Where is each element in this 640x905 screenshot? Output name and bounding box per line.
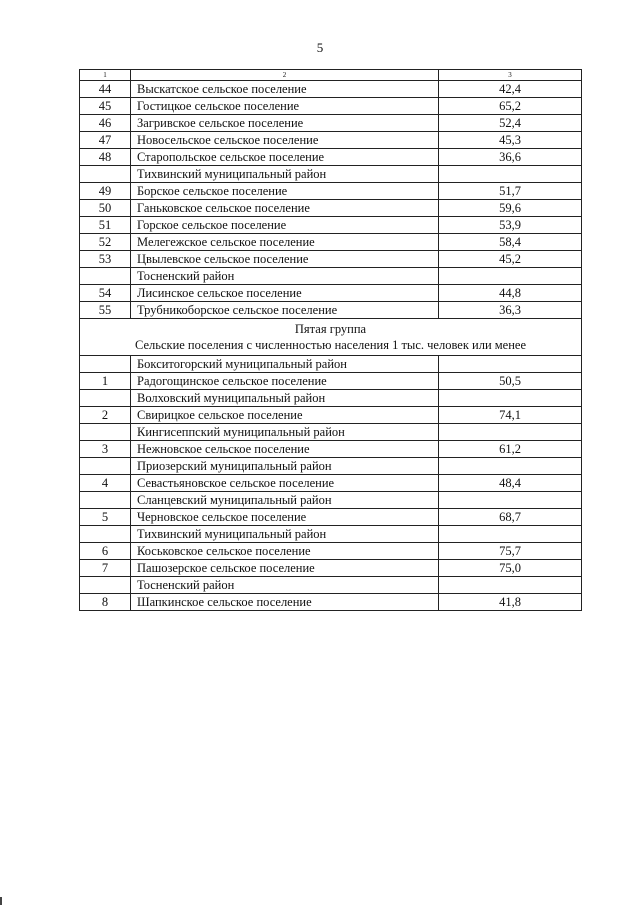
table-row [80, 560, 582, 577]
district-row [80, 458, 582, 475]
settlement-name: Мелегежское сельское поселение [131, 234, 439, 251]
settlement-name: Шапкинское сельское поселение [131, 594, 439, 611]
row-value [439, 424, 582, 441]
header-col-3: 3 [439, 70, 582, 81]
table-row [80, 234, 582, 251]
settlement-name: Коськовское сельское поселение [131, 543, 439, 560]
settlement-name: Севастьяновское сельское поселение [131, 475, 439, 492]
scan-edge-mark [0, 897, 2, 905]
table-row [80, 594, 582, 611]
row-number: 8 [80, 594, 131, 611]
district-row [80, 424, 582, 441]
row-number: 2 [80, 407, 131, 424]
row-value [439, 390, 582, 407]
row-value: 45,3 [439, 132, 582, 149]
district-name: Сланцевский муниципальный район [131, 492, 439, 509]
settlement-name: Выскатское сельское поселение [131, 81, 439, 98]
table-row [80, 251, 582, 268]
row-number: 5 [80, 509, 131, 526]
row-number [80, 458, 131, 475]
group-subtitle: Сельские поселения с численностью населения 1 тыс. человек или менее [134, 338, 527, 352]
table-row [80, 373, 582, 390]
settlement-name: Новосельское сельское поселение [131, 132, 439, 149]
row-number: 55 [80, 302, 131, 319]
row-value: 44,8 [439, 285, 582, 302]
settlement-name: Борское сельское поселение [131, 183, 439, 200]
group-header-cell [80, 319, 582, 356]
district-row [80, 166, 582, 183]
row-number: 48 [80, 149, 131, 166]
row-number: 44 [80, 81, 131, 98]
settlement-name: Загривское сельское поселение [131, 115, 439, 132]
table-row [80, 407, 582, 424]
settlement-name: Черновское сельское поселение [131, 509, 439, 526]
settlement-name: Пашозерское сельское поселение [131, 560, 439, 577]
district-name: Тихвинский муниципальный район [131, 166, 439, 183]
table-row [80, 98, 582, 115]
table-row [80, 149, 582, 166]
group-title: Пятая группа [294, 322, 367, 336]
row-value: 74,1 [439, 407, 582, 424]
table-row [80, 441, 582, 458]
row-number: 53 [80, 251, 131, 268]
table-row [80, 81, 582, 98]
header-col-1: 1 [80, 70, 131, 81]
row-number [80, 492, 131, 509]
page-number: 5 [316, 40, 324, 55]
district-row [80, 492, 582, 509]
district-row [80, 390, 582, 407]
row-value [439, 526, 582, 543]
row-value: 48,4 [439, 475, 582, 492]
row-value: 36,3 [439, 302, 582, 319]
table-row [80, 302, 582, 319]
row-number: 45 [80, 98, 131, 115]
row-value [439, 577, 582, 594]
settlement-name: Горское сельское поселение [131, 217, 439, 234]
settlement-name: Нежновское сельское поселение [131, 441, 439, 458]
row-value: 45,2 [439, 251, 582, 268]
row-number: 54 [80, 285, 131, 302]
table-row [80, 285, 582, 302]
table-row [80, 475, 582, 492]
row-value: 51,7 [439, 183, 582, 200]
district-name: Бокситогорский муниципальный район [131, 356, 439, 373]
row-value: 58,4 [439, 234, 582, 251]
table-row [80, 509, 582, 526]
row-number: 51 [80, 217, 131, 234]
row-number [80, 390, 131, 407]
table-row [80, 200, 582, 217]
row-value: 50,5 [439, 373, 582, 390]
row-value: 36,6 [439, 149, 582, 166]
row-value: 52,4 [439, 115, 582, 132]
district-row [80, 526, 582, 543]
row-value: 68,7 [439, 509, 582, 526]
row-number: 46 [80, 115, 131, 132]
row-number [80, 577, 131, 594]
district-name: Тосненский район [131, 577, 439, 594]
row-number: 52 [80, 234, 131, 251]
settlement-name: Гостицкое сельское поселение [131, 98, 439, 115]
row-number: 49 [80, 183, 131, 200]
row-value [439, 166, 582, 183]
row-number [80, 424, 131, 441]
district-name: Кингисеппский муниципальный район [131, 424, 439, 441]
row-value: 75,0 [439, 560, 582, 577]
settlement-name: Ганьковское сельское поселение [131, 200, 439, 217]
row-value [439, 268, 582, 285]
district-row [80, 268, 582, 285]
row-value: 61,2 [439, 441, 582, 458]
row-number: 1 [80, 373, 131, 390]
row-number: 3 [80, 441, 131, 458]
district-name: Приозерский муниципальный район [131, 458, 439, 475]
row-value: 42,4 [439, 81, 582, 98]
row-value [439, 458, 582, 475]
header-col-2: 2 [131, 70, 439, 81]
settlement-name: Старопольское сельское поселение [131, 149, 439, 166]
settlement-name: Лисинское сельское поселение [131, 285, 439, 302]
row-value [439, 356, 582, 373]
row-number [80, 268, 131, 285]
row-value: 53,9 [439, 217, 582, 234]
row-value: 75,7 [439, 543, 582, 560]
district-name: Тосненский район [131, 268, 439, 285]
table-row [80, 183, 582, 200]
row-value: 65,2 [439, 98, 582, 115]
table-row [80, 217, 582, 234]
row-number: 50 [80, 200, 131, 217]
district-row [80, 356, 582, 373]
table-header-row [80, 70, 582, 81]
row-value [439, 492, 582, 509]
district-row [80, 577, 582, 594]
row-number [80, 526, 131, 543]
row-number [80, 356, 131, 373]
district-name: Тихвинский муниципальный район [131, 526, 439, 543]
row-number [80, 166, 131, 183]
settlements-table [79, 69, 582, 611]
settlement-name: Свирицкое сельское поселение [131, 407, 439, 424]
row-value: 41,8 [439, 594, 582, 611]
row-number: 4 [80, 475, 131, 492]
settlement-name: Радогощинское сельское поселение [131, 373, 439, 390]
table-row [80, 132, 582, 149]
row-number: 6 [80, 543, 131, 560]
table-row [80, 543, 582, 560]
district-name: Волховский муниципальный район [131, 390, 439, 407]
table-row [80, 115, 582, 132]
settlement-name: Трубникоборское сельское поселение [131, 302, 439, 319]
row-number: 7 [80, 560, 131, 577]
row-number: 47 [80, 132, 131, 149]
group-header-row [80, 319, 582, 356]
row-value: 59,6 [439, 200, 582, 217]
settlement-name: Цвылевское сельское поселение [131, 251, 439, 268]
